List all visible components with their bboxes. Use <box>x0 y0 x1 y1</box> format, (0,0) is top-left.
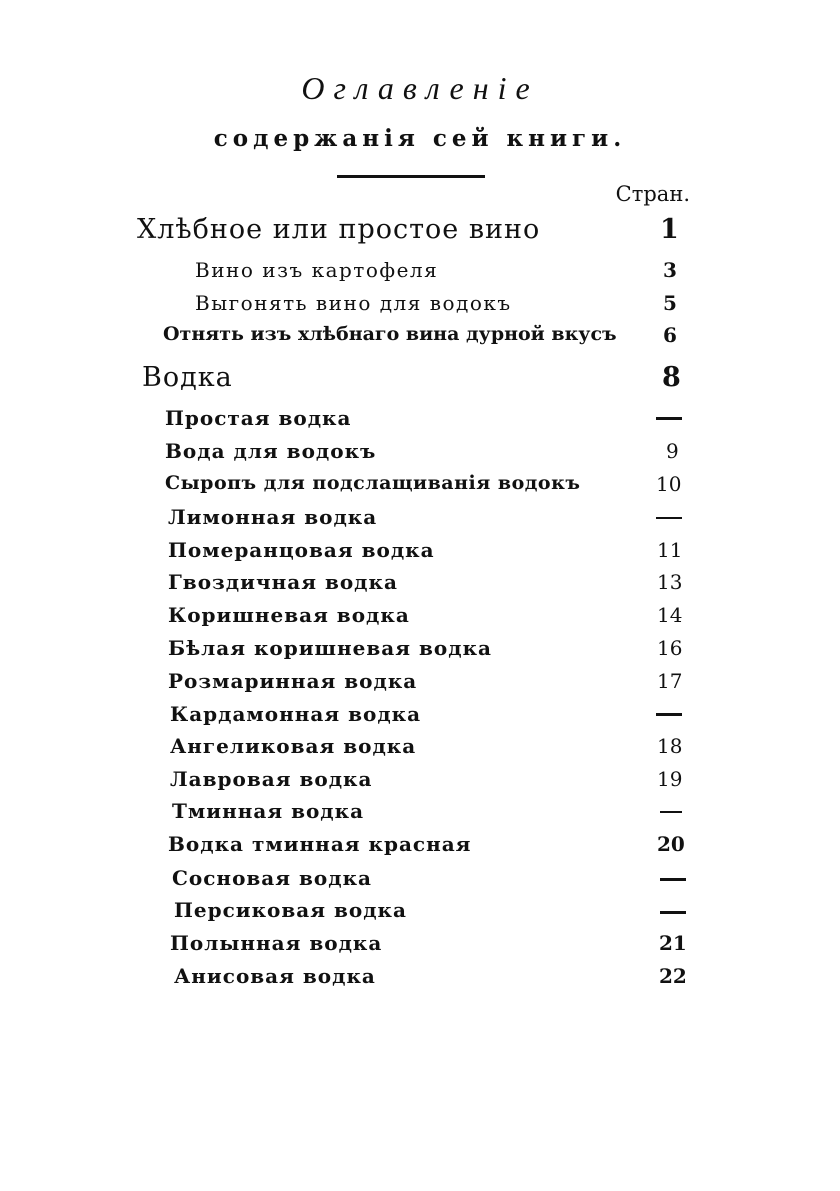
toc-entry-page: 11 <box>657 538 683 562</box>
toc-entry <box>168 538 435 562</box>
toc-entry <box>195 258 438 282</box>
toc-entry-label: Вода для водокъ <box>165 439 377 463</box>
toc-entry-label: Бѣлая коришневая водка <box>168 636 492 660</box>
page-subtitle: содержанія сей книги. <box>213 125 627 152</box>
toc-entry-page: 22 <box>659 964 687 988</box>
toc-entry-label: Вино изъ картофеля <box>195 258 439 282</box>
toc-entry <box>174 964 376 988</box>
toc-entry <box>165 439 376 463</box>
toc-entry-page: 3 <box>663 258 677 282</box>
toc-entry <box>168 505 377 529</box>
toc-entry <box>168 636 492 660</box>
toc-entry <box>168 603 410 627</box>
toc-entry-label: Сыропъ для подслащиванія водокъ <box>165 472 581 494</box>
toc-entry-label: Розмаринная водка <box>168 669 418 693</box>
toc-entry <box>170 931 382 955</box>
toc-entry-label: Анисовая водка <box>174 964 376 988</box>
toc-entry <box>172 799 364 823</box>
toc-entry <box>170 702 421 726</box>
toc-entry-page: 17 <box>657 669 683 693</box>
page-column-header: Стран. <box>615 182 690 206</box>
toc-entry-page: 10 <box>656 472 682 496</box>
toc-entry-page: 20 <box>657 832 685 856</box>
toc-entry <box>165 472 580 494</box>
ditto-dash <box>660 811 682 813</box>
toc-entry-label: Водка <box>142 362 233 393</box>
toc-entry-label: Коришневая водка <box>168 603 410 627</box>
toc-entry-page: 6 <box>663 323 677 347</box>
toc-entry-label: Хлѣбное или простое вино <box>137 214 541 245</box>
toc-entry-label: Простая водка <box>165 406 352 430</box>
toc-entry <box>165 406 351 430</box>
toc-entry-label: Кардамонная водка <box>170 702 422 726</box>
toc-entry <box>174 898 407 922</box>
toc-entry-label: Сосновая водка <box>172 866 372 890</box>
toc-entry <box>172 866 372 890</box>
toc-entry <box>137 214 540 245</box>
toc-entry-label: Выгонять вино для водокъ <box>195 291 512 315</box>
toc-entry-page: 13 <box>657 570 683 594</box>
toc-entry-page: 14 <box>657 603 683 627</box>
toc-entry <box>170 734 416 758</box>
ditto-dash <box>660 878 686 881</box>
toc-entry <box>168 570 398 594</box>
toc-entry-label: Тминная водка <box>172 799 365 823</box>
toc-entry <box>170 767 372 791</box>
toc-entry <box>142 362 233 393</box>
toc-entry <box>163 323 617 345</box>
toc-entry-page: 18 <box>657 734 683 758</box>
ditto-dash <box>656 417 682 420</box>
ditto-dash <box>656 517 682 519</box>
toc-entry-label: Лимонная водка <box>168 505 378 529</box>
toc-entry-page: 21 <box>659 931 687 955</box>
toc-entry-label: Отнять изъ хлѣбнаго вина дурной вкусъ <box>163 323 617 345</box>
toc-entry-label: Водка тминная красная <box>168 832 472 856</box>
toc-entry-label: Померанцовая водка <box>168 538 435 562</box>
toc-entry <box>195 291 512 315</box>
page-title: Оглавленіе <box>301 70 539 106</box>
ditto-dash <box>660 911 686 914</box>
toc-entry <box>168 669 417 693</box>
toc-entry-label: Ангеликовая водка <box>170 734 417 758</box>
toc-entry-page: 19 <box>657 767 683 791</box>
toc-entry-label: Лавровая водка <box>170 767 373 791</box>
toc-entry-page: 8 <box>662 362 681 393</box>
toc-entry-page: 9 <box>666 439 679 463</box>
toc-entry-label: Персиковая водка <box>174 898 407 922</box>
toc-entry-page: 5 <box>663 291 677 315</box>
toc-entry-label: Гвоздичная водка <box>168 570 398 594</box>
toc-entry-label: Полынная водка <box>170 931 383 955</box>
toc-entry-page: 16 <box>657 636 683 660</box>
ditto-dash <box>656 713 682 716</box>
title-divider-rule <box>337 175 485 178</box>
toc-entry-page: 1 <box>660 214 679 245</box>
toc-entry <box>168 832 471 856</box>
